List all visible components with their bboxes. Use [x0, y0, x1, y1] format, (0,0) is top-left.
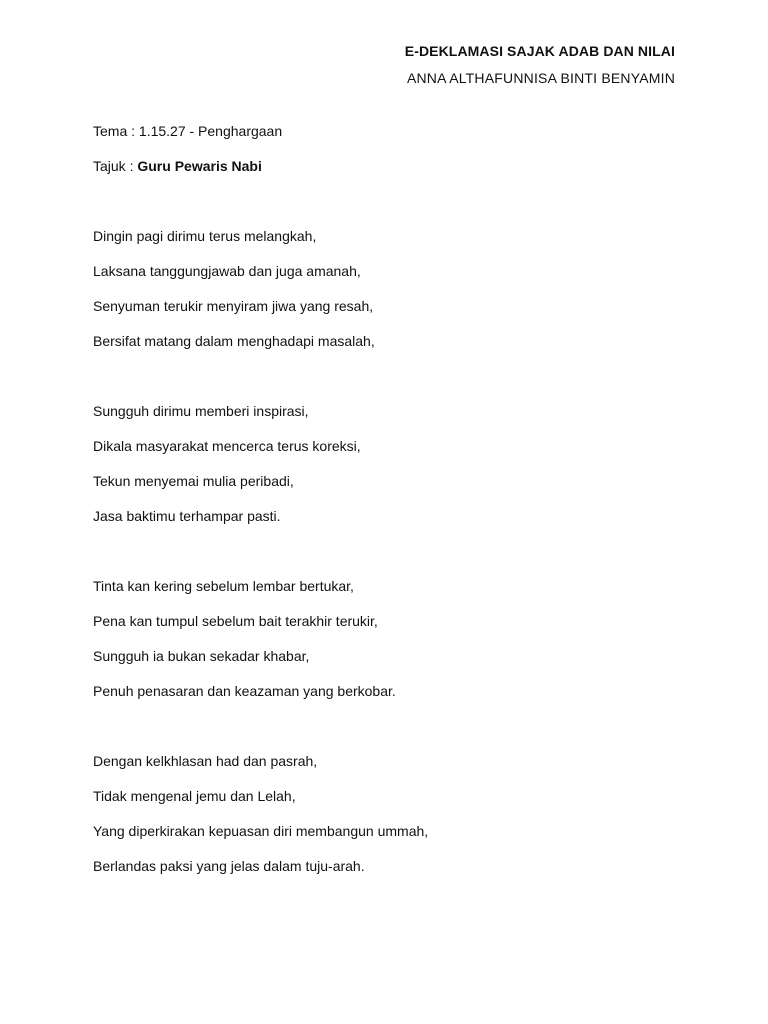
verse-line: Dingin pagi dirimu terus melangkah, — [93, 228, 317, 244]
verse-line: Jasa baktimu terhampar pasti. — [93, 508, 281, 524]
tema-value: 1.15.27 - Penghargaan — [138, 123, 283, 139]
tajuk-line — [93, 157, 282, 192]
tema-line — [93, 122, 282, 157]
verse-line: Berlandas paksi yang jelas dalam tuju-arah. — [93, 858, 365, 874]
verse-line: Dikala masyarakat mencerca terus koreksi, — [93, 438, 361, 454]
verse-line: Sungguh dirimu memberi inspirasi, — [93, 403, 309, 419]
stanza-2 — [93, 402, 428, 542]
author-name: ANNA ALTHAFUNNISA BINTI BENYAMIN — [406, 70, 675, 86]
stanza-4 — [93, 752, 428, 892]
verse-line: Yang diperkirakan kepuasan diri membangun ummah, — [93, 823, 429, 839]
verse-line: Tidak mengenal jemu dan Lelah, — [93, 788, 296, 804]
verse-line: Pena kan tumpul sebelum bait terakhir terukir, — [93, 613, 378, 629]
verse-line: Penuh penasaran dan keazaman yang berkobar. — [93, 683, 396, 699]
tema-label: Tema : — [93, 123, 139, 139]
verse-line: Senyuman terukir menyiram jiwa yang resah, — [93, 298, 374, 314]
tajuk-label: Tajuk : — [93, 158, 138, 174]
verse-line: Laksana tanggungjawab dan juga amanah, — [93, 263, 361, 279]
verse-line: Bersifat matang dalam menghadapi masalah, — [93, 333, 375, 349]
stanza-3 — [93, 577, 428, 717]
poem-meta — [93, 122, 282, 192]
poem-body — [93, 227, 428, 927]
document-header — [405, 42, 675, 87]
document-title: E-DEKLAMASI SAJAK ADAB DAN NILAI — [404, 43, 675, 59]
verse-line: Dengan kelkhlasan had dan pasrah, — [93, 753, 318, 769]
verse-line: Tinta kan kering sebelum lembar bertukar, — [93, 578, 354, 594]
verse-line: Sungguh ia bukan sekadar khabar, — [93, 648, 310, 664]
tajuk-value: Guru Pewaris Nabi — [137, 158, 262, 174]
stanza-1 — [93, 227, 428, 367]
verse-line: Tekun menyemai mulia peribadi, — [93, 473, 294, 489]
